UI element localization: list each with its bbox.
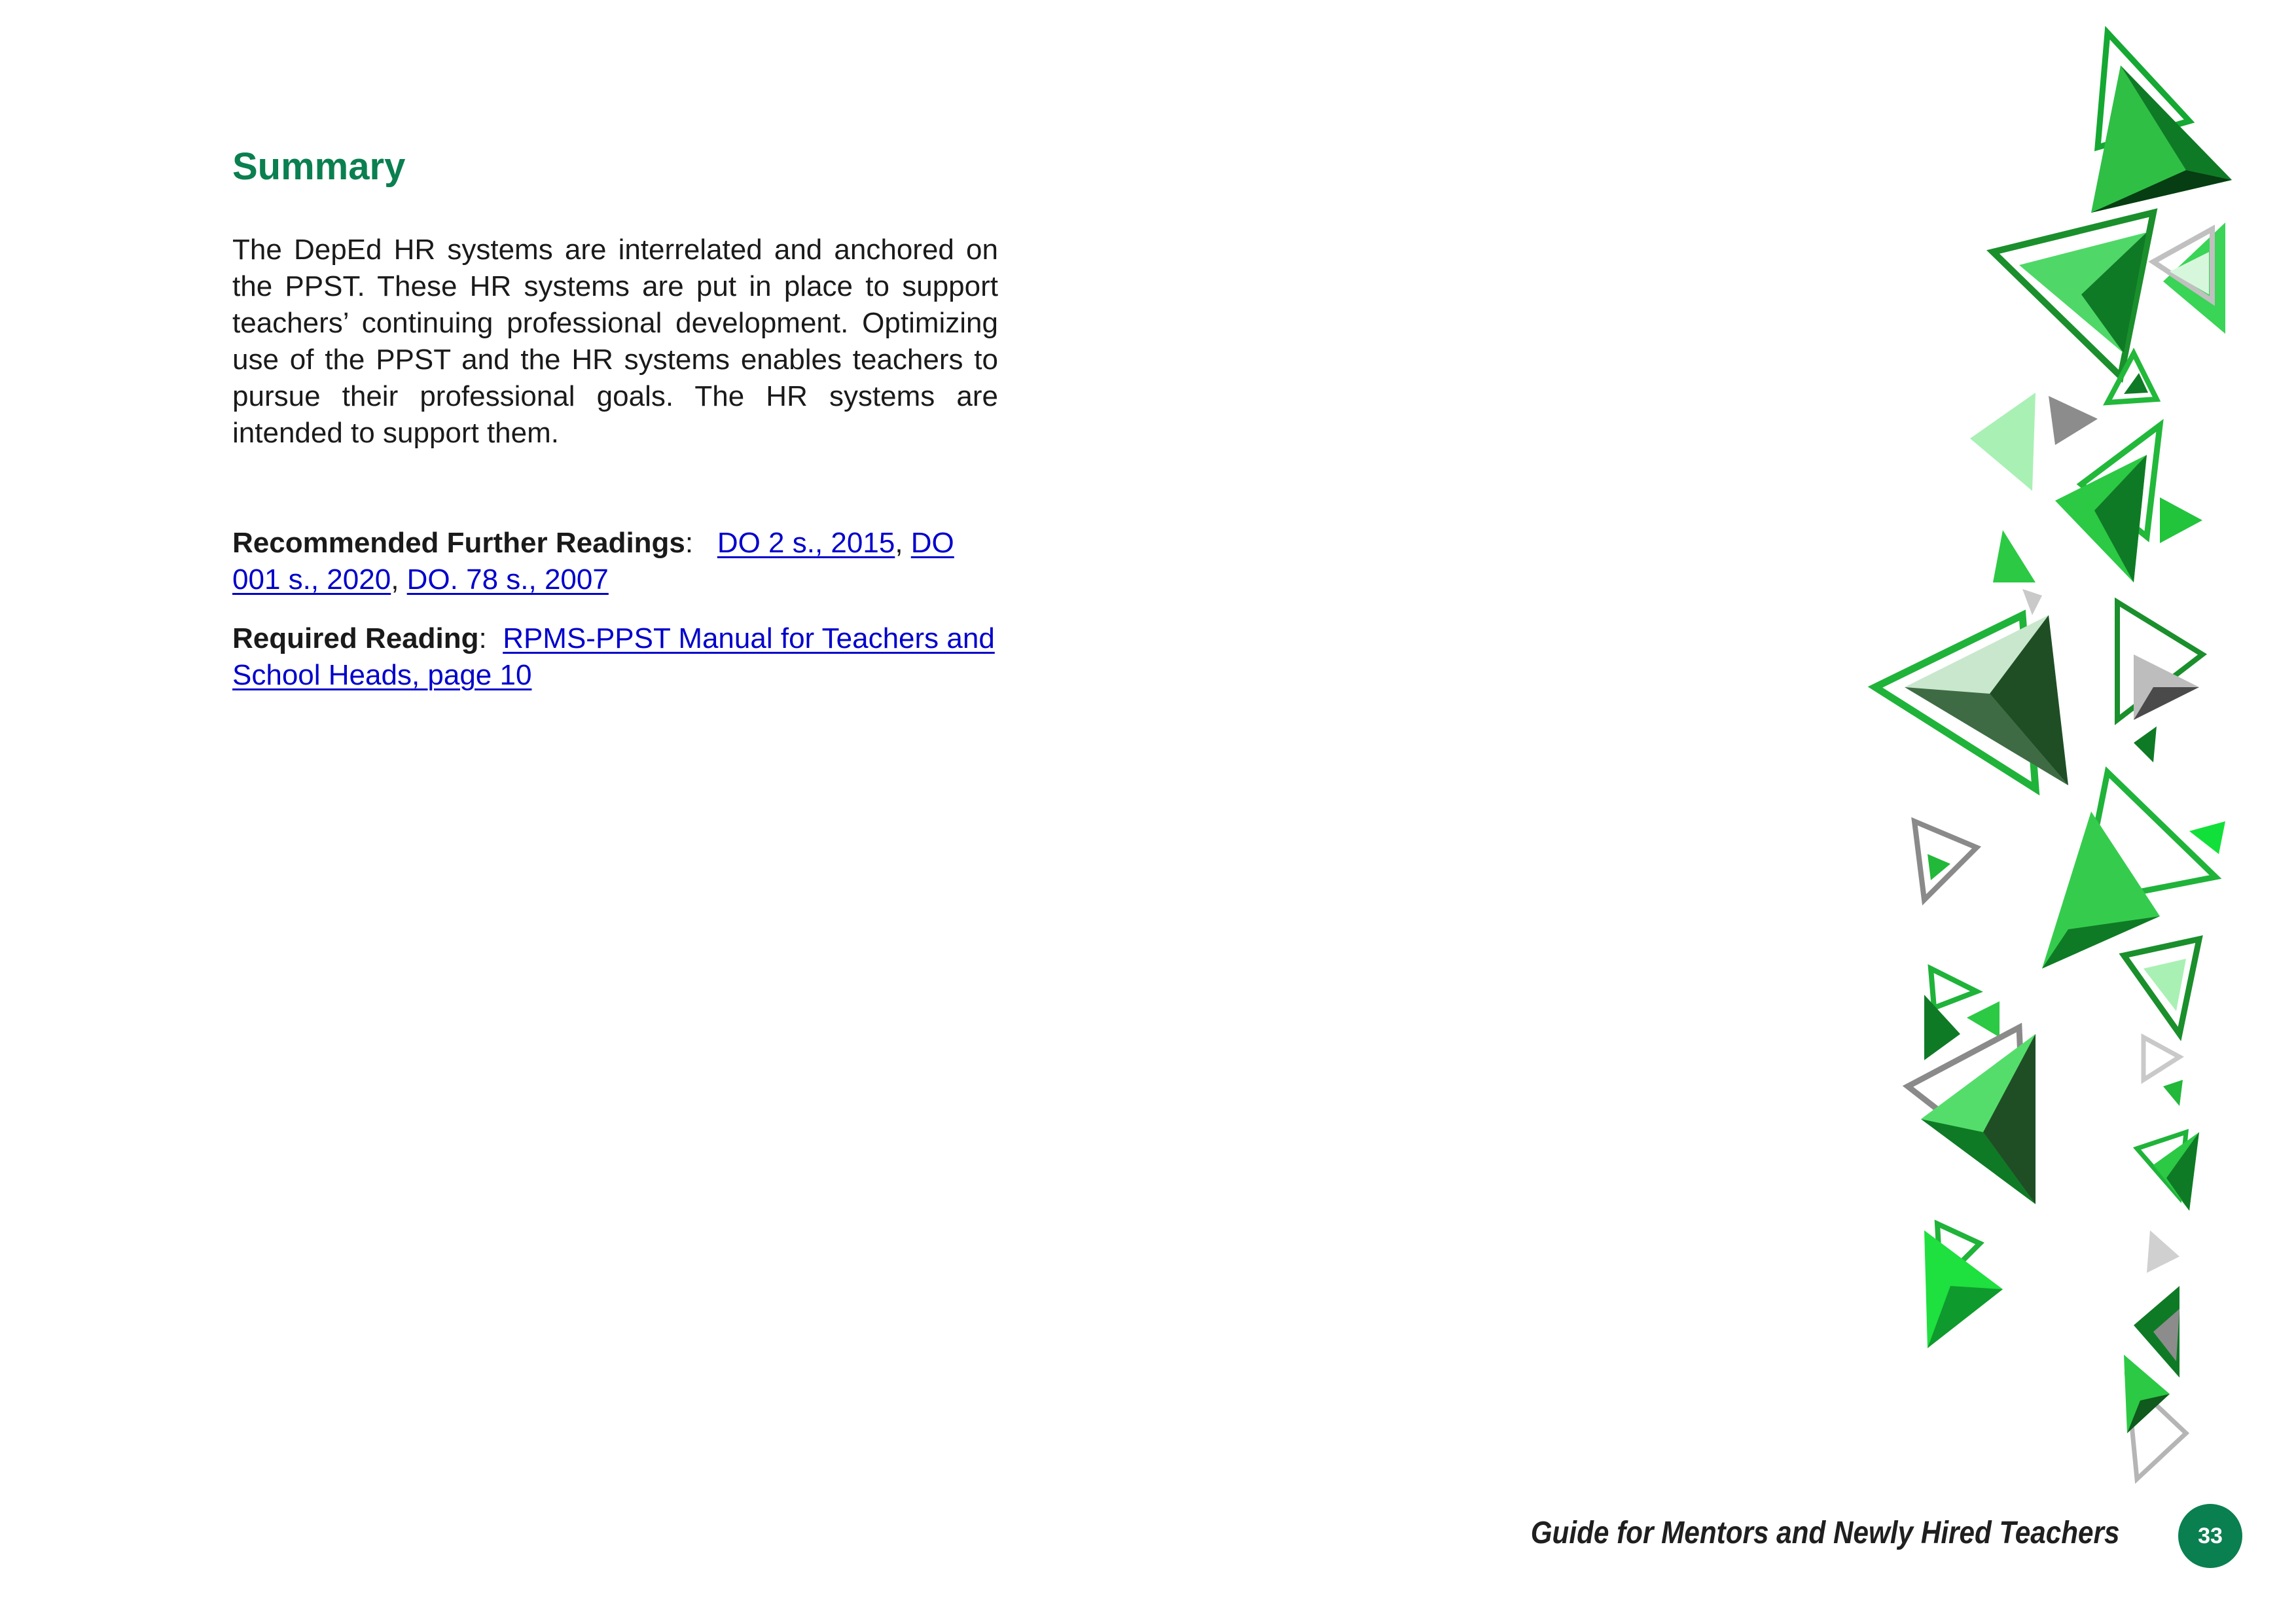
main-content (232, 144, 998, 716)
further-readings-label: Recommended Further Readings (232, 526, 685, 559)
triangle-decor (2124, 1355, 2170, 1433)
decorative-triangles (1846, 26, 2251, 1531)
triangle-decor (1970, 393, 2036, 491)
further-readings (232, 525, 998, 598)
triangle-decor (1967, 1001, 2000, 1037)
triangle-outline-decor (1931, 969, 1977, 1008)
link-separator: , (895, 526, 911, 559)
summary-paragraph: The DepEd HR systems are interrelated and anchored on the PPST. These HR systems are put in place to support teachers’ continuing professional development. Optimizing use of the PPST and the HR systems enables teachers to pursue their professional goals. The HR systems are intended to support them. (232, 233, 998, 449)
triangle-outline-decor (2144, 1037, 2179, 1080)
section-heading: Summary (232, 145, 406, 188)
page-number-badge: 33 (2178, 1504, 2242, 1568)
required-reading (232, 620, 998, 694)
triangle-decor (2134, 726, 2157, 762)
triangle-decor (2049, 396, 2098, 445)
triangle-decor (2147, 1230, 2179, 1273)
triangle-decor (2160, 497, 2202, 543)
link-do-78-2007[interactable]: DO. 78 s., 2007 (406, 563, 609, 596)
triangle-decor (2189, 821, 2225, 854)
triangle-outline-decor (1914, 821, 1977, 900)
link-separator: , (391, 563, 407, 596)
footer-title: Guide for Mentors and Newly Hired Teachers (1530, 1516, 2119, 1550)
triangle-outline-decor (2108, 353, 2157, 402)
link-do-001-2020[interactable]: DO 001 s., 2020 (232, 526, 954, 596)
link-do-2-2015[interactable]: DO 2 s., 2015 (717, 526, 895, 559)
triangle-decor (2144, 959, 2186, 1011)
triangle-decor (2163, 1080, 2183, 1106)
required-reading-colon: : (478, 622, 487, 654)
triangle-decor (1993, 530, 2036, 582)
required-reading-label: Required Reading (232, 622, 479, 654)
further-readings-colon: : (685, 526, 694, 559)
link-rpms-ppst-manual[interactable]: RPMS-PPST Manual for Teachers and School Heads, page 10 (232, 622, 995, 691)
